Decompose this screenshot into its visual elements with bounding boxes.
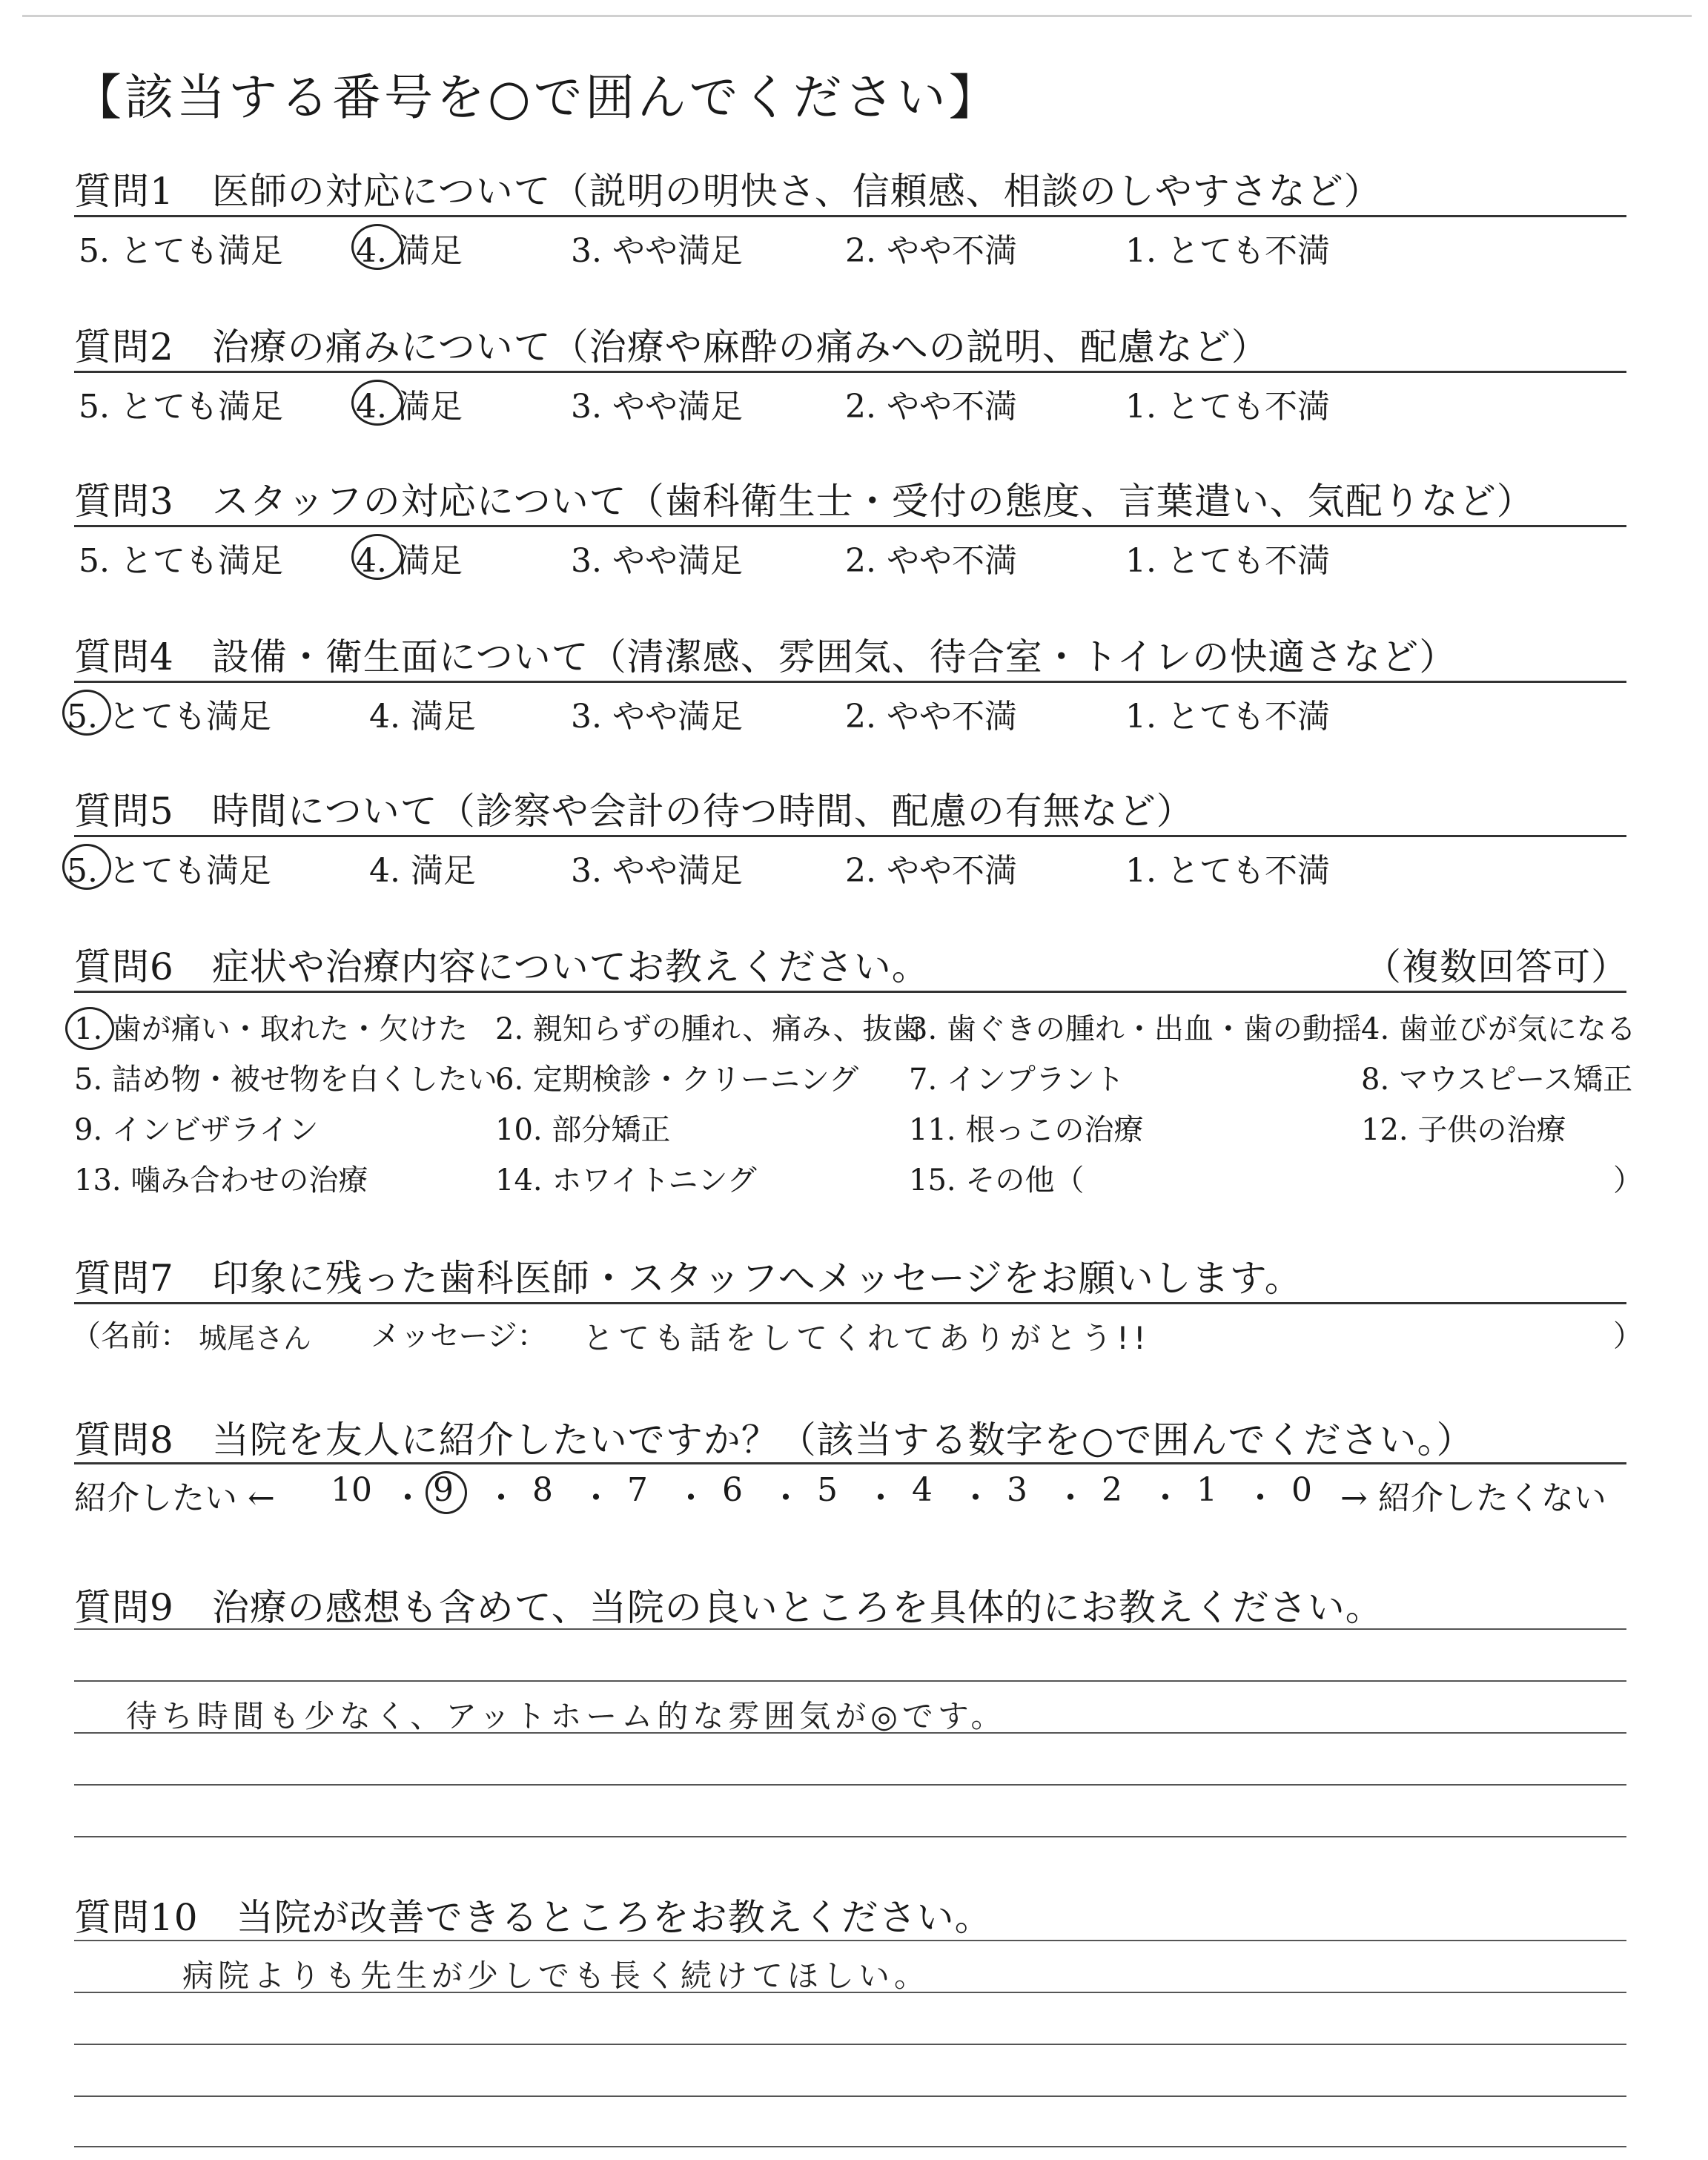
q4-option-2[interactable]: 2. やや不満 (845, 698, 1017, 736)
q10-line-1 (74, 1940, 1626, 1941)
q5-rule (74, 835, 1626, 837)
q8-sep: ・ (580, 1479, 612, 1517)
q6-option-7[interactable]: 7. インプラント (909, 1063, 1125, 1097)
q6-option-10[interactable]: 10. 部分矯正 (495, 1113, 671, 1147)
q9-heading (74, 1578, 1383, 1631)
q5-label: 質問5 (74, 790, 174, 833)
q3-label: 質問3 (74, 480, 174, 523)
q8-scale-0[interactable]: 0 (1291, 1471, 1312, 1509)
q3-heading (74, 472, 1535, 525)
q7-close-paren: ） (1613, 1319, 1643, 1353)
q3-option-2[interactable]: 2. やや不満 (845, 542, 1017, 580)
q8-scale-3[interactable]: 3 (1007, 1471, 1027, 1509)
q6-option-1[interactable]: 1. 歯が痛い・取れた・欠けた (74, 1012, 468, 1046)
q8-scale-6[interactable]: 6 (722, 1471, 743, 1509)
q9-label: 質問9 (74, 1586, 174, 1629)
q4-option-5[interactable]: 5. とても満足 (67, 698, 271, 736)
q2-option-2[interactable]: 2. やや不満 (845, 388, 1017, 426)
q1-option-2[interactable]: 2. やや不満 (845, 232, 1017, 270)
q1-selected-circle (351, 224, 403, 270)
top-border (22, 15, 1692, 17)
q4-option-4[interactable]: 4. 満足 (369, 698, 476, 736)
q8-sep: ・ (391, 1479, 424, 1517)
q10-line-2 (74, 1992, 1626, 1993)
q3-text: スタッフの対応について（歯科衛生士・受付の態度、言葉遣い、気配りなど） (211, 480, 1535, 523)
q3-option-4[interactable]: 4. 満足 (356, 542, 463, 580)
q10-text: 当院が改善できるところをお教えください。 (236, 1896, 993, 1939)
q8-sep: ・ (864, 1479, 897, 1517)
q4-option-1[interactable]: 1. とても不満 (1125, 698, 1330, 736)
q6-option-2[interactable]: 2. 親知らずの腫れ、痛み、抜歯 (495, 1012, 922, 1046)
q1-option-1[interactable]: 1. とても不満 (1125, 232, 1330, 270)
q4-label: 質問4 (74, 635, 174, 678)
q5-heading (74, 782, 1194, 835)
q8-sep: ・ (485, 1479, 517, 1517)
q5-option-2[interactable]: 2. やや不満 (845, 852, 1017, 890)
q6-option-14[interactable]: 14. ホワイトニング (495, 1163, 757, 1198)
q8-scale-10[interactable]: 10 (331, 1471, 372, 1509)
q10-line-4 (74, 2095, 1626, 2097)
q2-selected-circle (351, 380, 403, 426)
q4-heading (74, 627, 1457, 681)
q2-option-3[interactable]: 3. やや満足 (571, 388, 743, 426)
q8-sep: ・ (1244, 1479, 1277, 1517)
q8-sep: ・ (959, 1479, 992, 1517)
q2-option-5[interactable]: 5. とても満足 (79, 388, 283, 426)
q9-line-4 (74, 1784, 1626, 1786)
q3-option-5[interactable]: 5. とても満足 (79, 542, 283, 580)
q6-option-12[interactable]: 12. 子供の治療 (1361, 1113, 1566, 1147)
q10-label: 質問10 (74, 1896, 199, 1939)
q2-option-1[interactable]: 1. とても不満 (1125, 388, 1330, 426)
q5-option-5[interactable]: 5. とても満足 (67, 852, 271, 890)
q7-text: 印象に残った歯科医師・スタッフへメッセージをお願いします。 (211, 1257, 1302, 1300)
q8-selected-circle (426, 1471, 467, 1514)
q10-line-3 (74, 2044, 1626, 2045)
q6-rule (74, 991, 1626, 993)
q6-option-15-close: ） (1613, 1163, 1643, 1198)
q4-text: 設備・衛生面について（清潔感、雰囲気、待合室・トイレの快適さなど） (211, 635, 1457, 678)
q2-label: 質問2 (74, 326, 174, 369)
q2-text: 治療の痛みについて（治療や麻酔の痛みへの説明、配慮など） (211, 326, 1269, 369)
q6-option-15[interactable]: 15. その他（ (909, 1163, 1085, 1198)
q7-label: 質問7 (74, 1257, 174, 1300)
form-title: 【該当する番号を○で囲んでください】 (73, 69, 1001, 126)
q7-message-label: メッセージ： (371, 1319, 547, 1353)
q2-option-4[interactable]: 4. 満足 (356, 388, 463, 426)
q8-sep: ・ (1054, 1479, 1087, 1517)
q10-heading (74, 1888, 993, 1941)
q6-option-9[interactable]: 9. インビザライン (74, 1113, 319, 1147)
q7-name-value[interactable]: 城尾さん (199, 1322, 312, 1355)
q3-option-3[interactable]: 3. やや満足 (571, 542, 743, 580)
q9-line-2 (74, 1680, 1626, 1682)
q6-text: 症状や治療内容についてお教えください。 (211, 945, 930, 988)
q1-label: 質問1 (74, 170, 174, 213)
q3-rule (74, 525, 1626, 527)
q4-rule (74, 681, 1626, 683)
q9-answer[interactable]: 待ち時間も少なく、アットホーム的な雰囲気が◎です。 (126, 1698, 1007, 1734)
q7-rule (74, 1302, 1626, 1304)
q7-heading (74, 1249, 1302, 1302)
q3-selected-circle (351, 534, 403, 580)
q8-scale-2[interactable]: 2 (1102, 1471, 1122, 1509)
q6-option-5[interactable]: 5. 詰め物・被せ物を白くしたい (74, 1063, 497, 1097)
q8-rule (74, 1462, 1626, 1464)
q3-option-1[interactable]: 1. とても不満 (1125, 542, 1330, 580)
q5-option-4[interactable]: 4. 満足 (369, 852, 476, 890)
q6-option-6[interactable]: 6. 定期検診・クリーニング (495, 1063, 859, 1097)
q6-option-3[interactable]: 3. 歯ぐきの腫れ・出血・歯の動揺 (909, 1012, 1362, 1046)
q9-line-5 (74, 1836, 1626, 1837)
q6-label: 質問6 (74, 945, 174, 988)
q8-heading (74, 1410, 1474, 1464)
q6-option-11[interactable]: 11. 根っこの治療 (909, 1113, 1144, 1147)
q10-line-5 (74, 2146, 1626, 2147)
q7-message-value[interactable]: とても話をしてくれてありがとう!! (583, 1320, 1151, 1356)
q8-scale-4[interactable]: 4 (912, 1471, 933, 1509)
q1-rule (74, 215, 1626, 217)
q5-option-1[interactable]: 1. とても不満 (1125, 852, 1330, 890)
q9-text: 治療の感想も含めて、当院の良いところを具体的にお教えください。 (211, 1586, 1383, 1629)
q8-scale-8[interactable]: 8 (532, 1471, 553, 1509)
q5-text: 時間について（診察や会計の待つ時間、配慮の有無など） (211, 790, 1194, 833)
q8-sep: ・ (769, 1479, 802, 1517)
q2-heading (74, 317, 1269, 371)
q6-selected-circle (65, 1007, 114, 1050)
q1-option-5[interactable]: 5. とても満足 (79, 232, 283, 270)
q1-option-4[interactable]: 4. 満足 (356, 232, 463, 270)
q9-line-3 (74, 1732, 1626, 1734)
q6-note: （複数回答可） (1364, 945, 1629, 988)
q8-scale-7[interactable]: 7 (627, 1471, 648, 1509)
q5-option-3[interactable]: 3. やや満足 (571, 852, 743, 890)
q8-scale-9[interactable]: 9 (433, 1471, 454, 1509)
q1-option-3[interactable]: 3. やや満足 (571, 232, 743, 270)
q7-name-label: （名前： (71, 1319, 190, 1353)
q1-text: 医師の対応について（説明の明快さ、信頼感、相談のしやすさなど） (211, 170, 1382, 213)
q6-option-4[interactable]: 4. 歯並びが気になる (1361, 1012, 1636, 1046)
q6-heading (74, 937, 930, 991)
q6-option-8[interactable]: 8. マウスピース矯正 (1361, 1063, 1633, 1097)
q8-label: 質問8 (74, 1418, 174, 1462)
q4-selected-circle (62, 690, 111, 736)
q8-scale-1[interactable]: 1 (1196, 1471, 1217, 1509)
q8-sep: ・ (1149, 1479, 1182, 1517)
q8-right-label: → 紹介したくない (1340, 1479, 1606, 1517)
q8-left-label: 紹介したい ← (74, 1479, 275, 1517)
q8-text: 当院を友人に紹介したいですか？（該当する数字を○で囲んでください。） (211, 1418, 1474, 1462)
q10-answer[interactable]: 病院よりも先生が少しでも長く続けてほしい。 (182, 1958, 930, 1994)
q4-option-3[interactable]: 3. やや満足 (571, 698, 743, 736)
q6-option-13[interactable]: 13. 噛み合わせの治療 (74, 1163, 368, 1198)
q8-sep: ・ (675, 1479, 707, 1517)
q9-line-1 (74, 1628, 1626, 1630)
q5-selected-circle (62, 844, 111, 890)
q8-scale-5[interactable]: 5 (817, 1471, 838, 1509)
q1-heading (74, 162, 1382, 215)
q2-rule (74, 371, 1626, 373)
